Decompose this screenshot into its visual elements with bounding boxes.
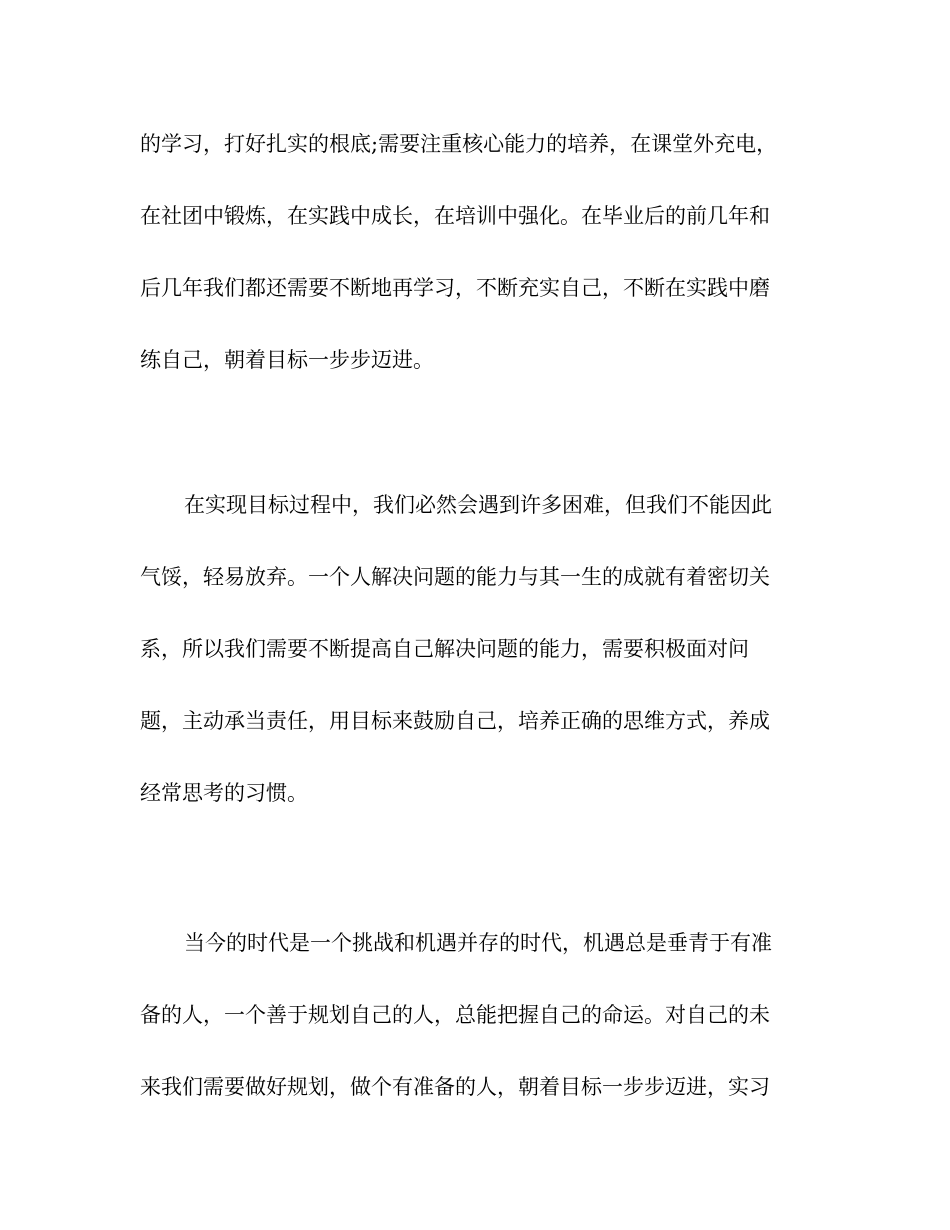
text-line: 练自己，朝着目标一步步迈进。 <box>140 348 434 372</box>
text-line: 经常思考的习惯。 <box>140 781 308 805</box>
text-line: 来我们需要做好规划，做个有准备的人，朝着目标一步步迈进，实习 <box>140 1075 770 1099</box>
text-line: 题，主动承当责任，用目标来鼓励自己，培养正确的思维方式，养成 <box>140 709 770 733</box>
text-line: 备的人，一个善于规划自己的人，总能把握自己的命运。对自己的未 <box>140 1003 770 1027</box>
text-line: 系，所以我们需要不断提高自己解决问题的能力，需要积极面对问 <box>140 637 749 661</box>
text-line: 当今的时代是一个挑战和机遇并存的时代，机遇总是垂青于有准 <box>184 931 772 955</box>
text-line: 在社团中锻炼，在实践中成长，在培训中强化。在毕业后的前几年和 <box>140 204 770 228</box>
text-line: 气馁，轻易放弃。一个人解决问题的能力与其一生的成就有着密切关 <box>140 565 770 589</box>
text-line: 后几年我们都还需要不断地再学习，不断充实自己，不断在实践中磨 <box>140 276 770 300</box>
text-line: 在实现目标过程中，我们必然会遇到许多困难，但我们不能因此 <box>184 493 772 517</box>
text-line: 的学习，打好扎实的根底;需要注重核心能力的培养，在课堂外充电， <box>140 132 778 156</box>
